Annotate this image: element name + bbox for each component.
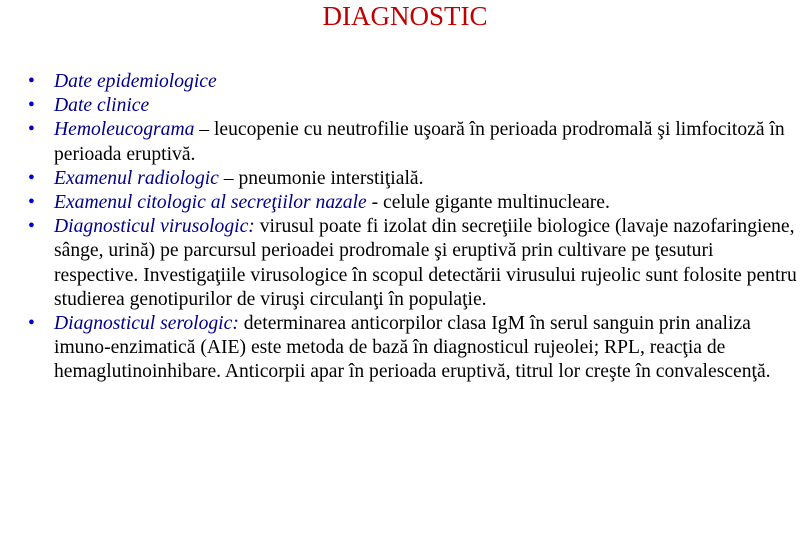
item-description: – pneumonie interstiţială. [218, 167, 424, 189]
item-term: Hemoleucograma [54, 119, 195, 141]
bullet-item-virology [24, 215, 800, 312]
bullet-item-clinical [24, 94, 800, 118]
bullet-icon: • [28, 95, 35, 117]
bullet-icon: • [28, 192, 35, 214]
item-term: Diagnosticul virusologic: [54, 216, 255, 238]
item-term: Date epidemiologice [54, 71, 217, 92]
item-description: - celule gigante multinucleare. [366, 192, 610, 214]
bullet-item-hemoleucogram [24, 118, 800, 166]
bullet-icon: • [28, 167, 35, 189]
bullet-list [24, 70, 800, 385]
bullet-item-cytology [24, 191, 800, 215]
item-term: Diagnosticul serologic: [54, 313, 239, 335]
item-description: virusul poate fi izolat din secreţiile biologice (lavaje nazofaringiene, sânge, urină) pe parcursul perioadei prodromale şi eruptivă prin cultivare pe ţesuturi respective. Investigaţiile virusologice în scopul detectării virusului rujeolic sunt folosite pentru studierea genotipurilor de viruşi circulanţi în populaţie. [54, 216, 797, 310]
slide-title: DIAGNOSTIC [322, 1, 488, 31]
bullet-item-epidemiological [24, 70, 800, 94]
item-term: Date clinice [54, 95, 150, 117]
item-description: determinarea anticorpilor clasa IgM în serul sanguin prin analiza imuno-enzimatică (AIE) este metoda de bază în diagnosticul rujeolei; RPL, reacţia de hemaglutinoinhibare. Anticorpii apar în perioada eruptivă, titrul lor creşte în convalescenţă. [54, 313, 771, 383]
item-description: – leucopenie cu neutrofilie uşoară în perioada prodromală şi limfocitoză în perioada eruptivă. [54, 119, 785, 165]
bullet-icon: • [28, 71, 35, 92]
bullet-icon: • [28, 216, 35, 238]
bullet-item-radiology [24, 167, 800, 191]
item-term: Examenul radiologic [54, 167, 219, 189]
item-term: Examenul citologic al secreţiilor nazale [54, 192, 367, 214]
bullet-icon: • [28, 119, 35, 141]
bullet-icon: • [28, 313, 35, 335]
bullet-item-serology [24, 312, 800, 385]
